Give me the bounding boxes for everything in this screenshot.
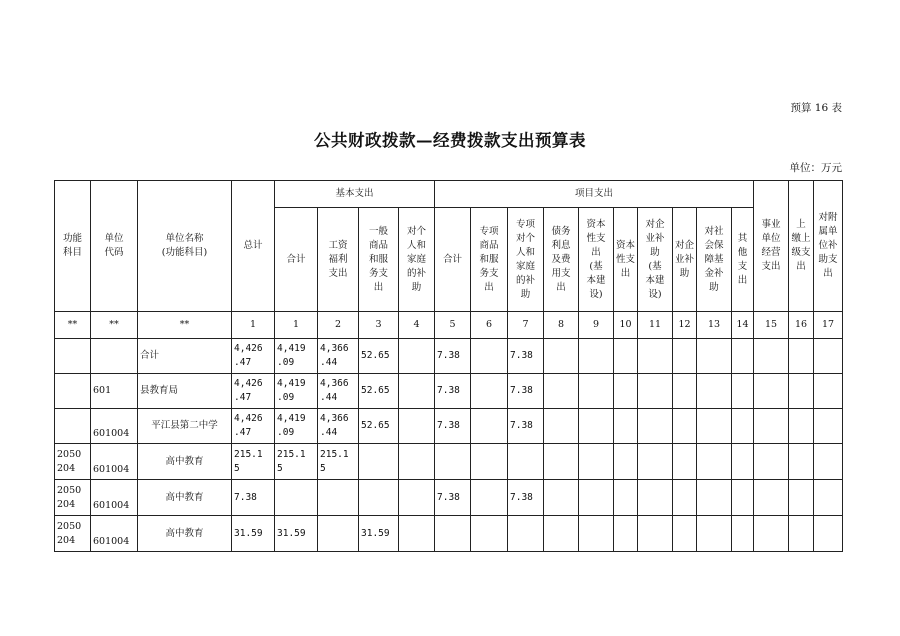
amount-cell xyxy=(638,516,673,552)
amount-cell: 7.38 xyxy=(232,480,275,516)
amount-cell xyxy=(544,516,579,552)
amount-cell xyxy=(697,444,732,480)
amount-cell xyxy=(614,374,638,409)
amount-cell: 7.38 xyxy=(508,339,544,374)
amount-cell xyxy=(638,374,673,409)
amount-cell: 31.59 xyxy=(232,516,275,552)
amount-cell xyxy=(399,444,435,480)
amount-cell xyxy=(359,480,399,516)
header-unit-name: 单位名称 (功能科目) xyxy=(138,181,232,312)
amount-cell xyxy=(754,409,789,444)
amount-cell xyxy=(275,480,318,516)
amount-cell xyxy=(814,374,843,409)
amount-cell xyxy=(508,516,544,552)
index-cell: ** xyxy=(138,312,232,339)
index-cell: 8 xyxy=(544,312,579,339)
amount-cell xyxy=(732,409,754,444)
header-basic-1: 工资 福利 支出 xyxy=(318,208,359,312)
table-row xyxy=(55,444,843,480)
index-cell: 4 xyxy=(399,312,435,339)
amount-cell xyxy=(614,409,638,444)
amount-cell xyxy=(399,516,435,552)
header-unit-code: 单位 代码 xyxy=(91,181,138,312)
amount-cell xyxy=(732,374,754,409)
header-upper-pay: 上 缴上 级支 出 xyxy=(789,181,814,312)
amount-cell xyxy=(579,339,614,374)
amount-cell xyxy=(544,409,579,444)
amount-cell xyxy=(579,516,614,552)
amount-cell xyxy=(471,374,508,409)
amount-cell xyxy=(359,444,399,480)
code-cell: 2050 204 xyxy=(55,516,91,552)
amount-cell xyxy=(673,339,697,374)
unit-name-cell: 合计 xyxy=(138,339,232,374)
amount-cell xyxy=(789,409,814,444)
amount-cell xyxy=(614,339,638,374)
amount-cell xyxy=(471,444,508,480)
amount-cell: 7.38 xyxy=(435,374,471,409)
amount-cell xyxy=(732,480,754,516)
header-sub-subsidy: 对附 属单 位补 助支 出 xyxy=(814,181,843,312)
index-cell: 5 xyxy=(435,312,471,339)
amount-cell: 215.1 5 xyxy=(232,444,275,480)
amount-cell xyxy=(697,374,732,409)
amount-cell xyxy=(732,339,754,374)
amount-cell xyxy=(697,480,732,516)
unit-name-cell: 平江县第二中学 xyxy=(138,409,232,444)
page-title: 公共财政拨款—经费拨款支出预算表 xyxy=(314,131,586,150)
amount-cell xyxy=(754,444,789,480)
amount-cell: 4,419 .09 xyxy=(275,374,318,409)
amount-cell xyxy=(544,444,579,480)
amount-cell xyxy=(435,516,471,552)
amount-cell: 7.38 xyxy=(435,480,471,516)
header-total: 总计 xyxy=(232,181,275,312)
header-project-group: 项目支出 xyxy=(435,181,754,208)
header-func-code: 功能 科目 xyxy=(55,181,91,312)
code-cell: 601 xyxy=(91,374,138,409)
header-project-7: 对企 业补 助 xyxy=(673,208,697,312)
amount-cell xyxy=(579,409,614,444)
amount-cell xyxy=(471,516,508,552)
amount-cell xyxy=(789,374,814,409)
amount-cell xyxy=(544,480,579,516)
amount-cell xyxy=(579,374,614,409)
amount-cell xyxy=(673,480,697,516)
amount-cell: 215.1 5 xyxy=(318,444,359,480)
index-cell: 1 xyxy=(275,312,318,339)
amount-cell xyxy=(732,516,754,552)
amount-cell xyxy=(697,409,732,444)
code-cell xyxy=(55,339,91,374)
code-cell: 601004 xyxy=(91,444,138,480)
amount-cell: 4,426 .47 xyxy=(232,374,275,409)
amount-cell xyxy=(697,339,732,374)
amount-cell xyxy=(399,374,435,409)
amount-cell: 31.59 xyxy=(275,516,318,552)
amount-cell xyxy=(673,444,697,480)
amount-cell: 31.59 xyxy=(359,516,399,552)
amount-cell: 52.65 xyxy=(359,409,399,444)
amount-cell xyxy=(614,480,638,516)
code-cell: 2050 204 xyxy=(55,480,91,516)
amount-cell xyxy=(318,480,359,516)
index-cell: 12 xyxy=(673,312,697,339)
index-cell: ** xyxy=(55,312,91,339)
amount-cell: 4,366 .44 xyxy=(318,339,359,374)
code-cell xyxy=(91,339,138,374)
amount-cell: 52.65 xyxy=(359,374,399,409)
amount-cell: 7.38 xyxy=(435,339,471,374)
amount-cell xyxy=(435,444,471,480)
amount-cell xyxy=(814,516,843,552)
amount-cell: 7.38 xyxy=(508,374,544,409)
table-row xyxy=(55,339,843,374)
amount-cell xyxy=(471,480,508,516)
amount-cell xyxy=(471,409,508,444)
code-cell xyxy=(55,409,91,444)
index-cell: 6 xyxy=(471,312,508,339)
amount-cell: 215.1 5 xyxy=(275,444,318,480)
amount-cell xyxy=(789,516,814,552)
amount-cell xyxy=(508,444,544,480)
amount-cell xyxy=(638,480,673,516)
amount-cell xyxy=(544,374,579,409)
amount-cell xyxy=(399,480,435,516)
amount-cell xyxy=(638,339,673,374)
amount-cell xyxy=(673,516,697,552)
index-cell: 17 xyxy=(814,312,843,339)
amount-cell: 4,419 .09 xyxy=(275,409,318,444)
amount-cell: 52.65 xyxy=(359,339,399,374)
amount-cell xyxy=(638,444,673,480)
unit-name-cell: 县教育局 xyxy=(138,374,232,409)
header-basic-3: 对个 人和 家庭 的补 助 xyxy=(399,208,435,312)
amount-cell: 4,419 .09 xyxy=(275,339,318,374)
header-basic-group: 基本支出 xyxy=(275,181,435,208)
unit-label: 单位：万元 xyxy=(789,162,842,174)
amount-cell xyxy=(789,339,814,374)
amount-cell xyxy=(754,516,789,552)
amount-cell xyxy=(754,374,789,409)
table-row xyxy=(55,516,843,552)
header-enterprise-op: 事业 单位 经营 支出 xyxy=(754,181,789,312)
amount-cell: 7.38 xyxy=(508,480,544,516)
index-cell: 10 xyxy=(614,312,638,339)
index-cell: 13 xyxy=(697,312,732,339)
amount-cell xyxy=(673,409,697,444)
amount-cell xyxy=(814,480,843,516)
amount-cell xyxy=(638,409,673,444)
header-project-4: 资本 性支 出 (基 本建 设) xyxy=(579,208,614,312)
header-project-0: 合计 xyxy=(435,208,471,312)
amount-cell xyxy=(697,516,732,552)
amount-cell xyxy=(471,339,508,374)
table-row xyxy=(55,480,843,516)
header-project-5: 资本 性支 出 xyxy=(614,208,638,312)
amount-cell xyxy=(754,480,789,516)
form-number: 预算 16 表 xyxy=(790,102,842,114)
unit-name-cell: 高中教育 xyxy=(138,444,232,480)
amount-cell xyxy=(789,480,814,516)
amount-cell xyxy=(544,339,579,374)
amount-cell xyxy=(579,480,614,516)
amount-cell xyxy=(814,444,843,480)
unit-name-cell: 高中教育 xyxy=(138,480,232,516)
index-cell: 7 xyxy=(508,312,544,339)
code-cell: 2050 204 xyxy=(55,444,91,480)
amount-cell xyxy=(789,444,814,480)
amount-cell: 7.38 xyxy=(435,409,471,444)
amount-cell xyxy=(399,409,435,444)
header-project-8: 对社 会保 障基 金补 助 xyxy=(697,208,732,312)
header-project-3: 债务 利息 及费 用支 出 xyxy=(544,208,579,312)
index-cell: 3 xyxy=(359,312,399,339)
table-row xyxy=(55,409,843,444)
table-row xyxy=(55,374,843,409)
amount-cell xyxy=(399,339,435,374)
index-cell: 14 xyxy=(732,312,754,339)
amount-cell: 4,366 .44 xyxy=(318,374,359,409)
header-project-6: 对企 业补 助 (基 本建 设) xyxy=(638,208,673,312)
header-basic-2: 一般 商品 和服 务支 出 xyxy=(359,208,399,312)
amount-cell: 4,366 .44 xyxy=(318,409,359,444)
amount-cell: 4,426 .47 xyxy=(232,409,275,444)
code-cell: 601004 xyxy=(91,480,138,516)
unit-name-cell: 高中教育 xyxy=(138,516,232,552)
amount-cell xyxy=(614,444,638,480)
amount-cell xyxy=(754,339,789,374)
code-cell: 601004 xyxy=(91,409,138,444)
code-cell: 601004 xyxy=(91,516,138,552)
header-project-1: 专项 商品 和服 务支 出 xyxy=(471,208,508,312)
header-project-9: 其他 支出 xyxy=(732,208,754,312)
index-cell: 15 xyxy=(754,312,789,339)
amount-cell xyxy=(814,409,843,444)
budget-table xyxy=(54,180,843,552)
index-cell: 16 xyxy=(789,312,814,339)
amount-cell xyxy=(579,444,614,480)
amount-cell xyxy=(318,516,359,552)
index-cell: 9 xyxy=(579,312,614,339)
index-cell: 11 xyxy=(638,312,673,339)
amount-cell: 7.38 xyxy=(508,409,544,444)
index-cell: ** xyxy=(91,312,138,339)
amount-cell xyxy=(814,339,843,374)
code-cell xyxy=(55,374,91,409)
amount-cell xyxy=(673,374,697,409)
index-cell: 1 xyxy=(232,312,275,339)
index-cell: 2 xyxy=(318,312,359,339)
header-basic-0: 合计 xyxy=(275,208,318,312)
amount-cell xyxy=(732,444,754,480)
amount-cell: 4,426 .47 xyxy=(232,339,275,374)
header-project-2: 专项 对个 人和 家庭 的补 助 xyxy=(508,208,544,312)
amount-cell xyxy=(614,516,638,552)
